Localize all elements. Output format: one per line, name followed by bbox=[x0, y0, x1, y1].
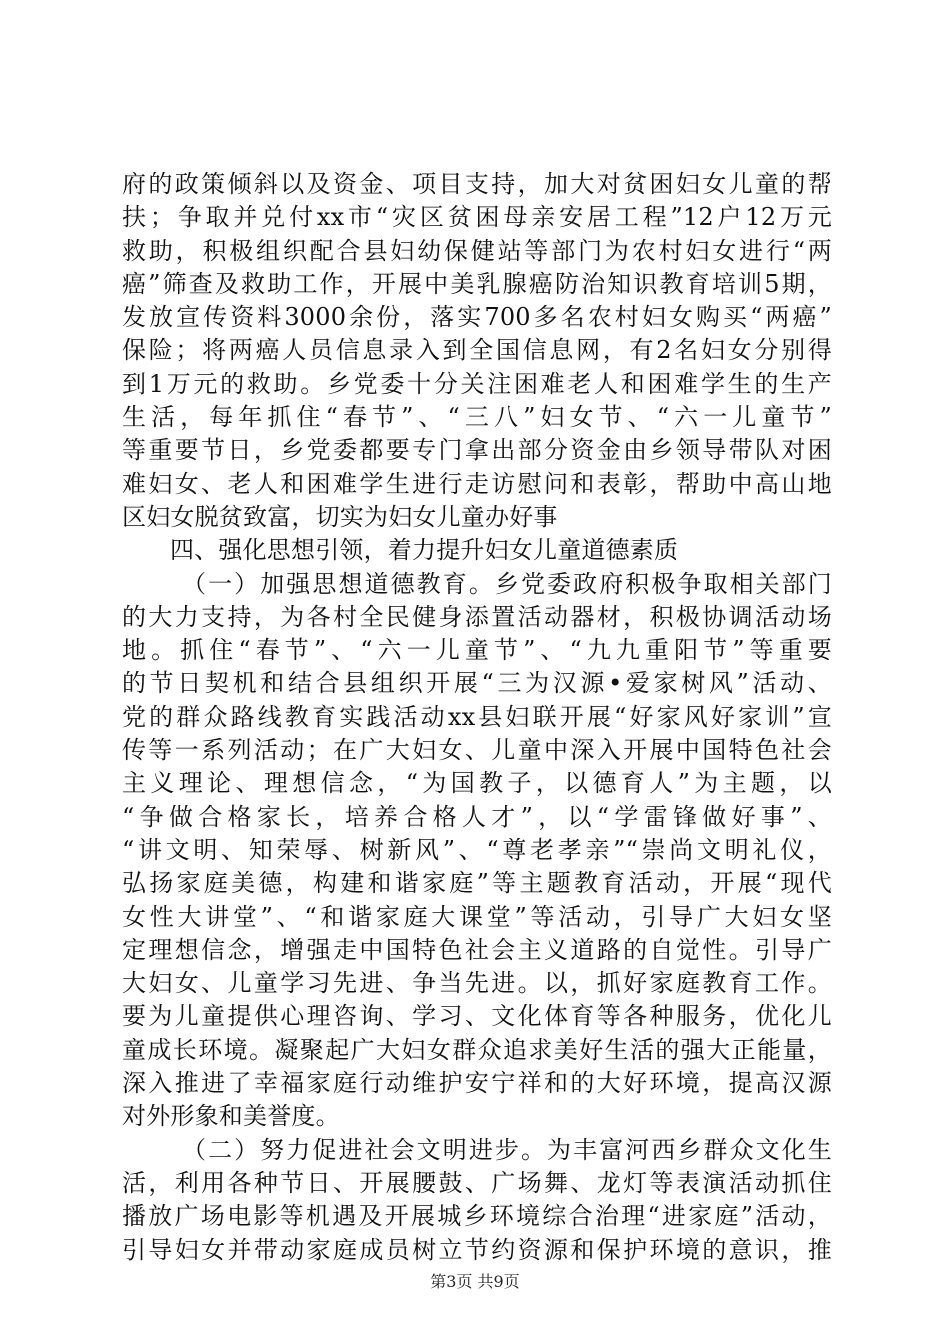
text-line: 女性大讲堂”、“和谐家庭大课堂”等活动，引导广大妇女坚 bbox=[122, 902, 832, 931]
text-line: 党的群众路线教育实践活动xx县妇联开展“好家风好家训”宣 bbox=[122, 702, 832, 731]
text-line: 等重要节日，乡党委都要专门拿出部分资金由乡领导带队对困 bbox=[122, 436, 832, 465]
text-line: 深入推进了幸福家庭行动维护安宁祥和的大好环境，提高汉源 bbox=[122, 1069, 832, 1098]
page-number-footer: 第3页 共9页 bbox=[430, 1272, 520, 1291]
text-line: 对外形象和美誉度。 bbox=[122, 1102, 340, 1131]
text-line: 的大力支持，为各村全民健身添置活动器材，积极协调活动场 bbox=[122, 602, 832, 631]
text-line: 的节日契机和结合县组织开展“三为汉源•爱家树风”活动、 bbox=[122, 669, 832, 698]
text-line: 保险；将两癌人员信息录入到全国信息网，有2名妇女分别得 bbox=[122, 336, 832, 365]
text-line: 弘扬家庭美德，构建和谐家庭”等主题教育活动，开展“现代 bbox=[122, 869, 832, 898]
text-line: 定理想信念，增强走中国特色社会主义道路的自觉性。引导广 bbox=[122, 935, 832, 964]
text-line: “争做合格家长，培养合格人才”，以“学雷锋做好事”、 bbox=[122, 802, 832, 831]
text-line: 生活，每年抓住“春节”、“三八”妇女节、“六一儿童节” bbox=[122, 403, 832, 432]
text-line: 府的政策倾斜以及资金、项目支持，加大对贫困妇女儿童的帮 bbox=[122, 170, 832, 198]
text-line: “讲文明、知荣辱、树新风”、“尊老孝亲”“崇尚文明礼仪， bbox=[122, 835, 832, 864]
text-line: 救助，积极组织配合县妇幼保健站等部门为农村妇女进行“两 bbox=[122, 236, 832, 265]
text-line: 地。抓住“春节”、“六一儿童节”、“九九重阳节”等重要 bbox=[122, 636, 832, 665]
text-line: 癌”筛查及救助工作，开展中美乳腺癌防治知识教育培训5期， bbox=[122, 269, 832, 298]
text-line: 播放广场电影等机遇及开展城乡环境综合治理“进家庭”活动， bbox=[122, 1202, 832, 1231]
text-line: 区妇女脱贫致富，切实为妇女儿童办好事 bbox=[122, 502, 558, 531]
text-line: 要为儿童提供心理咨询、学习、文化体育等各种服务，优化儿 bbox=[122, 1002, 832, 1031]
text-line: 扶；争取并兑付xx市“灾区贫困母亲安居工程”12户12万元 bbox=[122, 203, 832, 232]
text-line: 主义理论、理想信念，“为国教子，以德育人”为主题，以 bbox=[122, 769, 832, 798]
text-line: 难妇女、老人和困难学生进行走访慰问和表彰，帮助中高山地 bbox=[122, 469, 832, 498]
text-line: 大妇女、儿童学习先进、争当先进。以，抓好家庭教育工作。 bbox=[122, 969, 832, 998]
text-line: 发放宣传资料3000余份，落实700多名农村妇女购买“两癌” bbox=[122, 303, 832, 332]
text-line: 传等一系列活动；在广大妇女、儿童中深入开展中国特色社会 bbox=[122, 736, 832, 765]
text-line: 引导妇女并带动家庭成员树立节约资源和保护环境的意识，推 bbox=[122, 1235, 832, 1264]
body-text bbox=[122, 168, 832, 1267]
text-line: 活，利用各种节日、开展腰鼓、广场舞、龙灯等表演活动抓住 bbox=[122, 1168, 832, 1197]
subsection-heading-line: （二）努力促进社会文明进步。为丰富河西乡群众文化生 bbox=[182, 1135, 832, 1164]
text-line: 童成长环境。凝聚起广大妇女群众追求美好生活的强大正能量， bbox=[122, 1035, 832, 1064]
section-heading: 四、强化思想引领，着力提升妇女儿童道德素质 bbox=[170, 536, 679, 565]
text-line: 到1万元的救助。乡党委十分关注困难老人和困难学生的生产 bbox=[122, 369, 832, 398]
subsection-heading-line: （一）加强思想道德教育。乡党委政府积极争取相关部门 bbox=[182, 569, 832, 598]
